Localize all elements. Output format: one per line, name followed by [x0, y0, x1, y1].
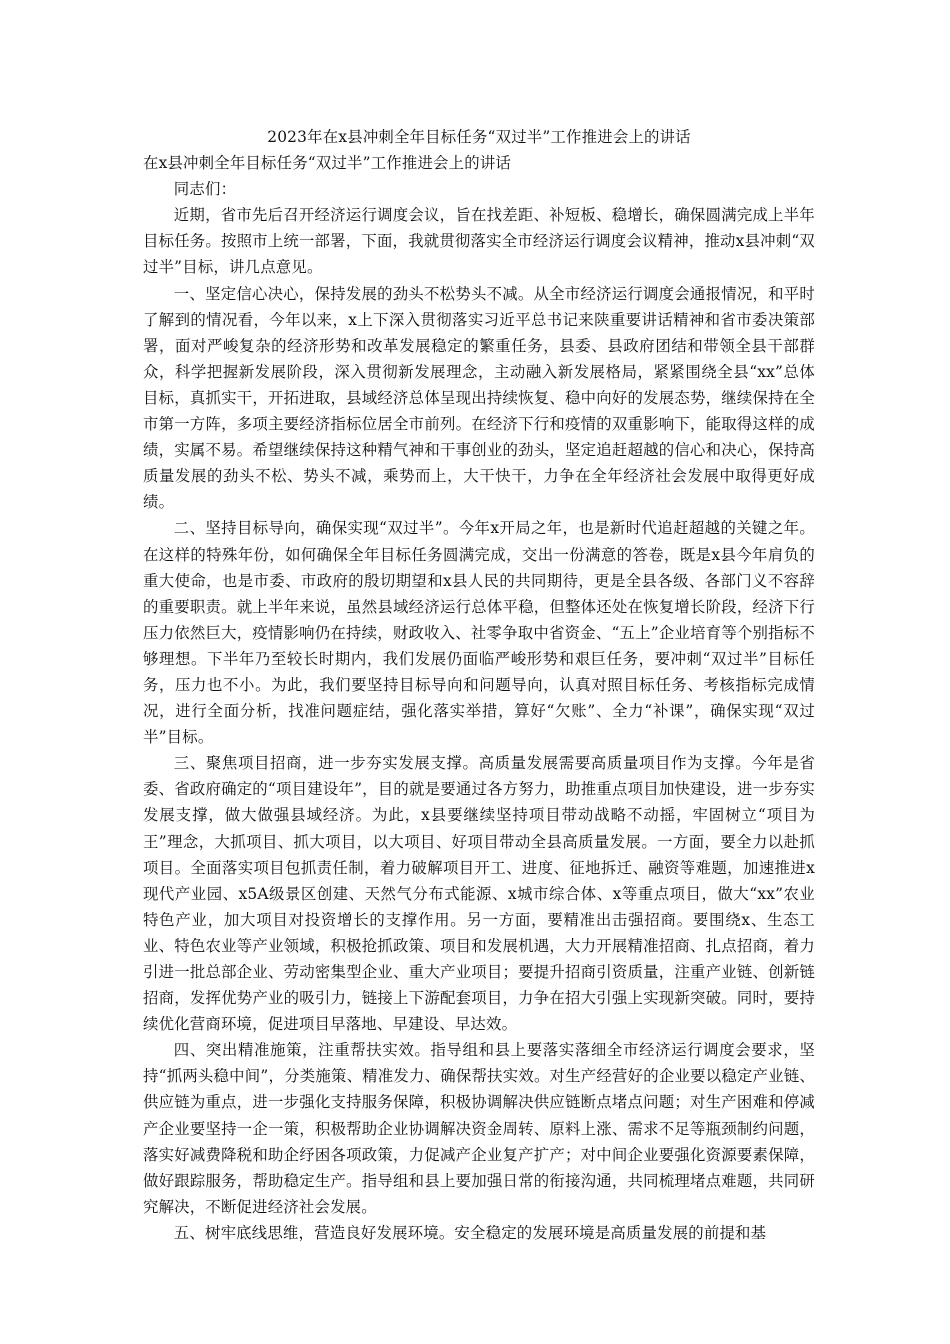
paragraph-section-5: 五、树牢底线思维，营造良好发展环境。安全稳定的发展环境是高质量发展的前提和基 [173, 1223, 767, 1242]
document-title: 2023年在x县冲刺全年目标任务“双过半”工作推进会上的讲话 [267, 128, 691, 146]
paragraph-section-1: 一、坚定信心决心，保持发展的劲头不松势头不减。从全市经济运行调度会通报情况，和平时了解到的情况看，今年以来，x上下深入贯彻落实习近平总书记来陕重要讲话精神和省市委决策部署，面对严峻复杂的经济形势和改革发展稳定的繁重任务，县委、县政府团结和带领全县干部群众，科学把握新发展阶段，深入贯彻新发展理念，主动融入新发展格局，紧紧围绕全县“xx”总体目标，真抓实干，开拓进取，县域经济总体呈现出持续恢复、稳中向好的发展态势，继续保持在全市第一方阵，多项主要经济指标位居全市前列。在经济下行和疫情的双重影响下，能取得这样的成绩，实属不易。希望继续保持这种精气神和干事创业的劲头，坚定追赶超越的信心和决心，保持高质量发展的劲头不松、势头不减，乘势而上，大干快干，力争在全年经济社会发展中取得更好成绩。 [143, 284, 815, 512]
paragraph-section-2: 二、坚持目标导向，确保实现“双过半”。今年x开局之年，也是新时代追赶超越的关键之年。在这样的特殊年份，如何确保全年目标任务圆满完成，交出一份满意的答卷，既是x县今年肩负的重大使命，也是市委、市政府的殷切期望和x县人民的共同期待，更是全县各级、各部门义不容辞的重要职责。就上半年来说，虽然县域经济运行总体平稳，但整体还处在恢复增长阶段，经济下行压力依然巨大，疫情影响仍在持续，财政收入、社零争取中省资金、“五上”企业培育等个别指标不够理想。下半年乃至较长时期内，我们发展仍面临严峻形势和艰巨任务，要冲刺“双过半”目标任务，压力也不小。为此，我们要坚持目标导向和问题导向，认真对照目标任务、考核指标完成情况，进行全面分析，找准问题症结，强化落实举措，算好“欠账”、全力“补课”，确保实现“双过半”目标。 [143, 519, 815, 747]
paragraph-section-3: 三、聚焦项目招商，进一步夯实发展支撑。高质量发展需要高质量项目作为支撑。今年是省委、省政府确定的“项目建设年”，目的就是要通过各方努力，助推重点项目加快建设，进一步夯实发展支撑，做大做强县域经济。为此，x县要继续坚持项目带动战略不动摇，牢固树立“项目为王”理念，大抓项目、抓大项目，以大项目、好项目带动全县高质量发展。一方面，要全力以赴抓项目。全面落实项目包抓责任制，着力破解项目开工、进度、征地拆迁、融资等难题，加速推进x现代产业园、x5A级景区创建、天然气分布式能源、x城市综合体、x等重点项目，做大“xx”农业特色产业，加大项目对投资增长的支撑作用。另一方面，要精准出击强招商。要围绕x、生态工业、特色农业等产业领域，积极抢抓政策、项目和发展机遇，大力开展精准招商、扎点招商，着力引进一批总部企业、劳动密集型企业、重大产业项目；要提升招商引资质量，注重产业链、创新链招商，发挥优势产业的吸引力，链接上下游配套项目，力争在招大引强上实现新突破。同时，要持续优化营商环境，促进项目早落地、早建设、早达效。 [143, 754, 815, 1034]
paragraph-intro: 近期，省市先后召开经济运行调度会议，旨在找差距、补短板、稳增长，确保圆满完成上半年目标任务。按照市上统一部署，下面，我就贯彻落实全市经济运行调度会议精神，推动x县冲刺“双过半”目标，讲几点意见。 [143, 206, 815, 277]
paragraph-section-4: 四、突出精准施策，注重帮扶实效。指导组和县上要落实落细全市经济运行调度会要求，坚持“抓两头稳中间”，分类施策、精准发力、确保帮扶实效。对生产经营好的企业要以稳定产业链、供应链为重点，进一步强化支持服务保障，积极协调解决供应链断点堵点问题；对生产困难和停减产企业要坚持一企一策，积极帮助企业协调解决资金周转、原料上涨、需求不足等瓶颈制约问题，落实好减费降税和助企纾困各项政策，力促减产企业复产扩产；对中间企业要强化资源要素保障，做好跟踪服务，帮助稳定生产。指导组和县上要加强日常的衔接沟通，共同梳理堵点难题，共同研究解决，不断促进经济社会发展。 [143, 1041, 815, 1216]
salutation: 同志们： [173, 180, 237, 199]
document-subtitle: 在x县冲刺全年目标任务“双过半”工作推进会上的讲话 [143, 154, 512, 173]
document-page [143, 124, 815, 1246]
